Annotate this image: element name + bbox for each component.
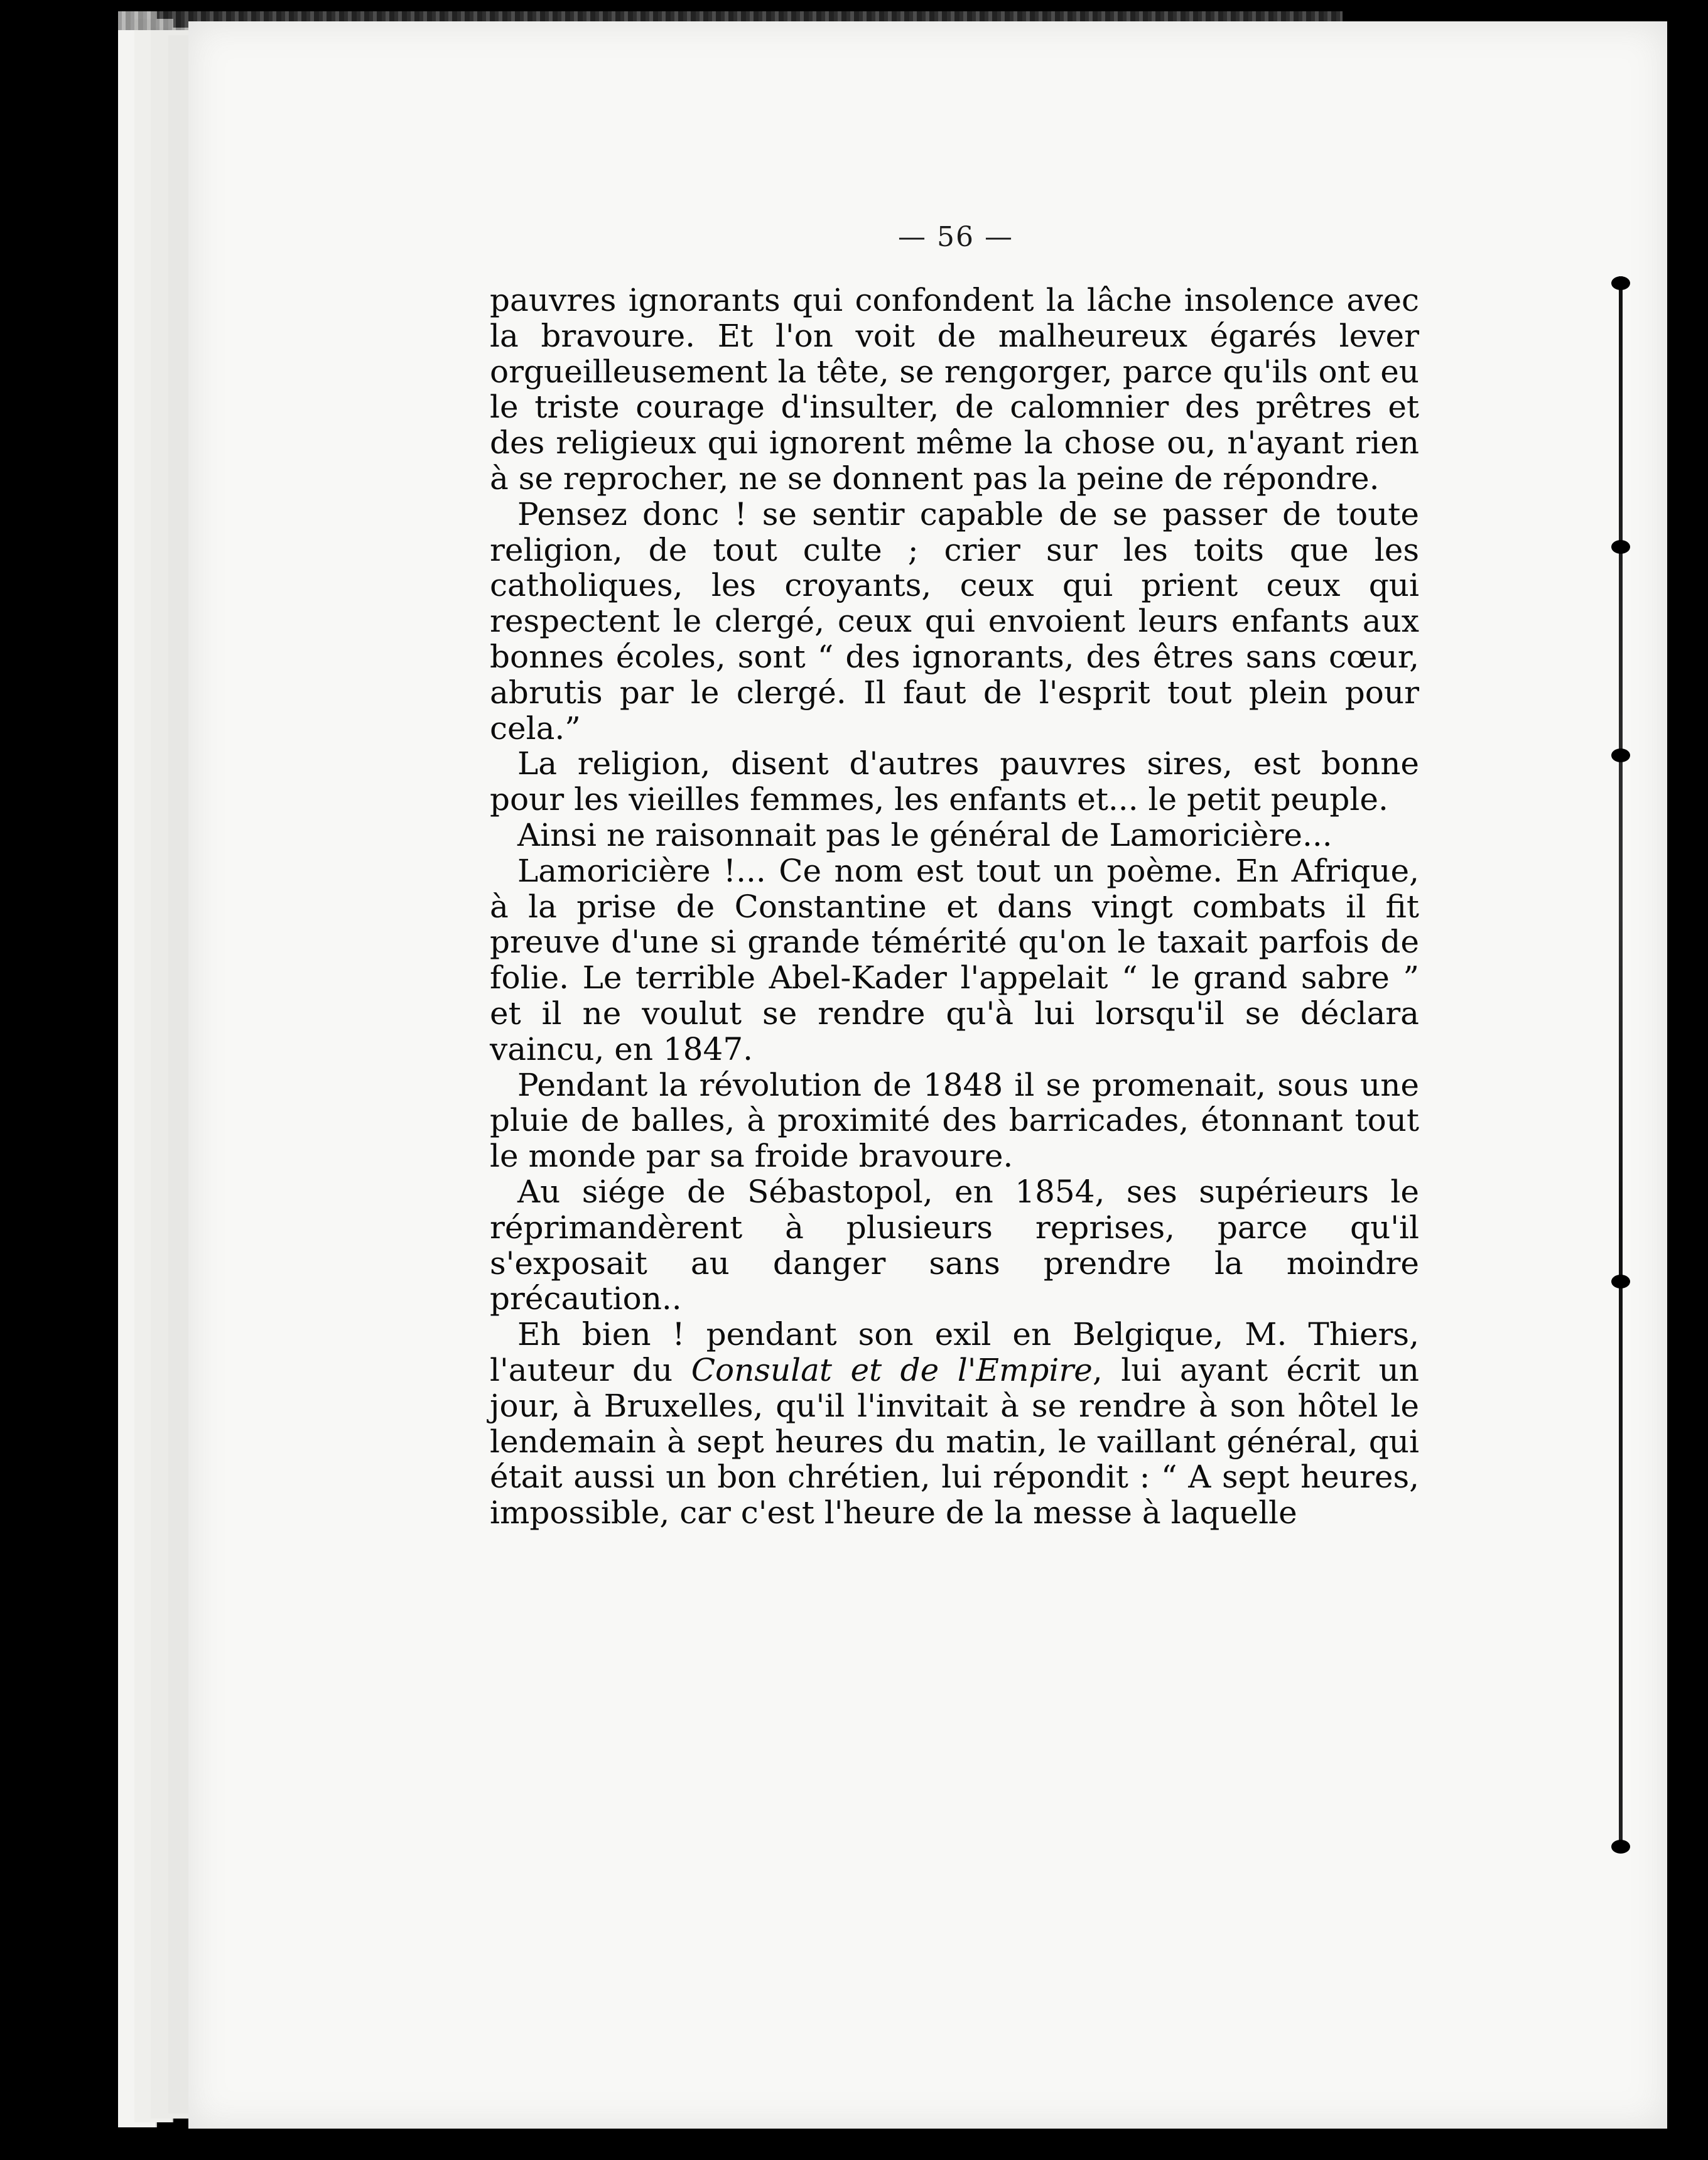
- binding-thread: [1619, 276, 1623, 1852]
- binding-knot: [1611, 1275, 1630, 1288]
- book-title: Consulat et de l'Empire: [691, 1351, 1093, 1388]
- binding-knot: [1611, 276, 1630, 290]
- paragraph: Ainsi ne raisonnait pas le général de Lamoricière...: [517, 816, 1332, 853]
- binding-knot: [1611, 540, 1630, 554]
- page-number: — 56 —: [898, 221, 1013, 253]
- paragraph-text: , lui ayant écrit un jour, à Bruxelles, qu'il l'invitait à se rendre à son hôtel le lendemain à sept heures du matin, le vaillant général, qui était aussi un bon chrétien, lui répondit : “ A sept heures, impossible, car c'est l'heure de la messe à laquelle: [490, 1351, 1420, 1531]
- paragraph: Au siége de Sébastopol, en 1854, ses supérieurs le réprimandèrent à plusieurs reprises, parce qu'il s'exposait au danger sans prendre la moindre précaution..: [490, 1173, 1419, 1317]
- body-text: [490, 283, 1419, 1531]
- paragraph: La religion, disent d'autres pauvres sires, est bonne pour les vieilles femmes, les enfants et... le petit peuple.: [490, 745, 1419, 818]
- paragraph: Pensez donc ! se sentir capable de se passer de toute religion, de tout culte ; crier sur les toits que les catholiques, les croyants, ceux qui prient ceux qui respectent le clergé, ceux qui envoient leurs enfants aux bonnes écoles, sont “ des ignorants, des êtres sans cœur, abrutis par le clergé. Il faut de l'esprit tout plein pour cela.”: [490, 495, 1419, 747]
- binding-knot: [1611, 748, 1630, 762]
- binding-knot: [1611, 1840, 1630, 1854]
- paragraph: Lamoricière !... Ce nom est tout un poème. En Afrique, à la prise de Constantine et dans vingt combats il fit preuve d'une si grande témérité qu'on le taxait parfois de folie. Le terrible Abel-Kader l'appelait “ le grand sabre ” et il ne voulut se rendre qu'à lui lorsqu'il se déclara vaincu, en 1847.: [490, 852, 1419, 1067]
- paragraph: [490, 1317, 1419, 1531]
- paragraph: Pendant la révolution de 1848 il se promenait, sous une pluie de balles, à proximité des barricades, étonnant tout le monde par sa froide bravoure.: [490, 1066, 1419, 1175]
- paragraph-text: Eh bien ! pendant son exil en Belgique, M. Thiers, l'auteur du: [490, 1316, 1419, 1388]
- paragraph: pauvres ignorants qui confondent la lâche insolence avec la bravoure. Et l'on voit de malheureux égarés lever orgueilleusement la tête, se rengorger, parce qu'ils ont eu le triste courage d'insulter, de calomnier des prêtres et des religieux qui ignorent même la chose ou, n'ayant rien à se reprocher, ne se donnent pas la peine de répondre.: [490, 282, 1419, 497]
